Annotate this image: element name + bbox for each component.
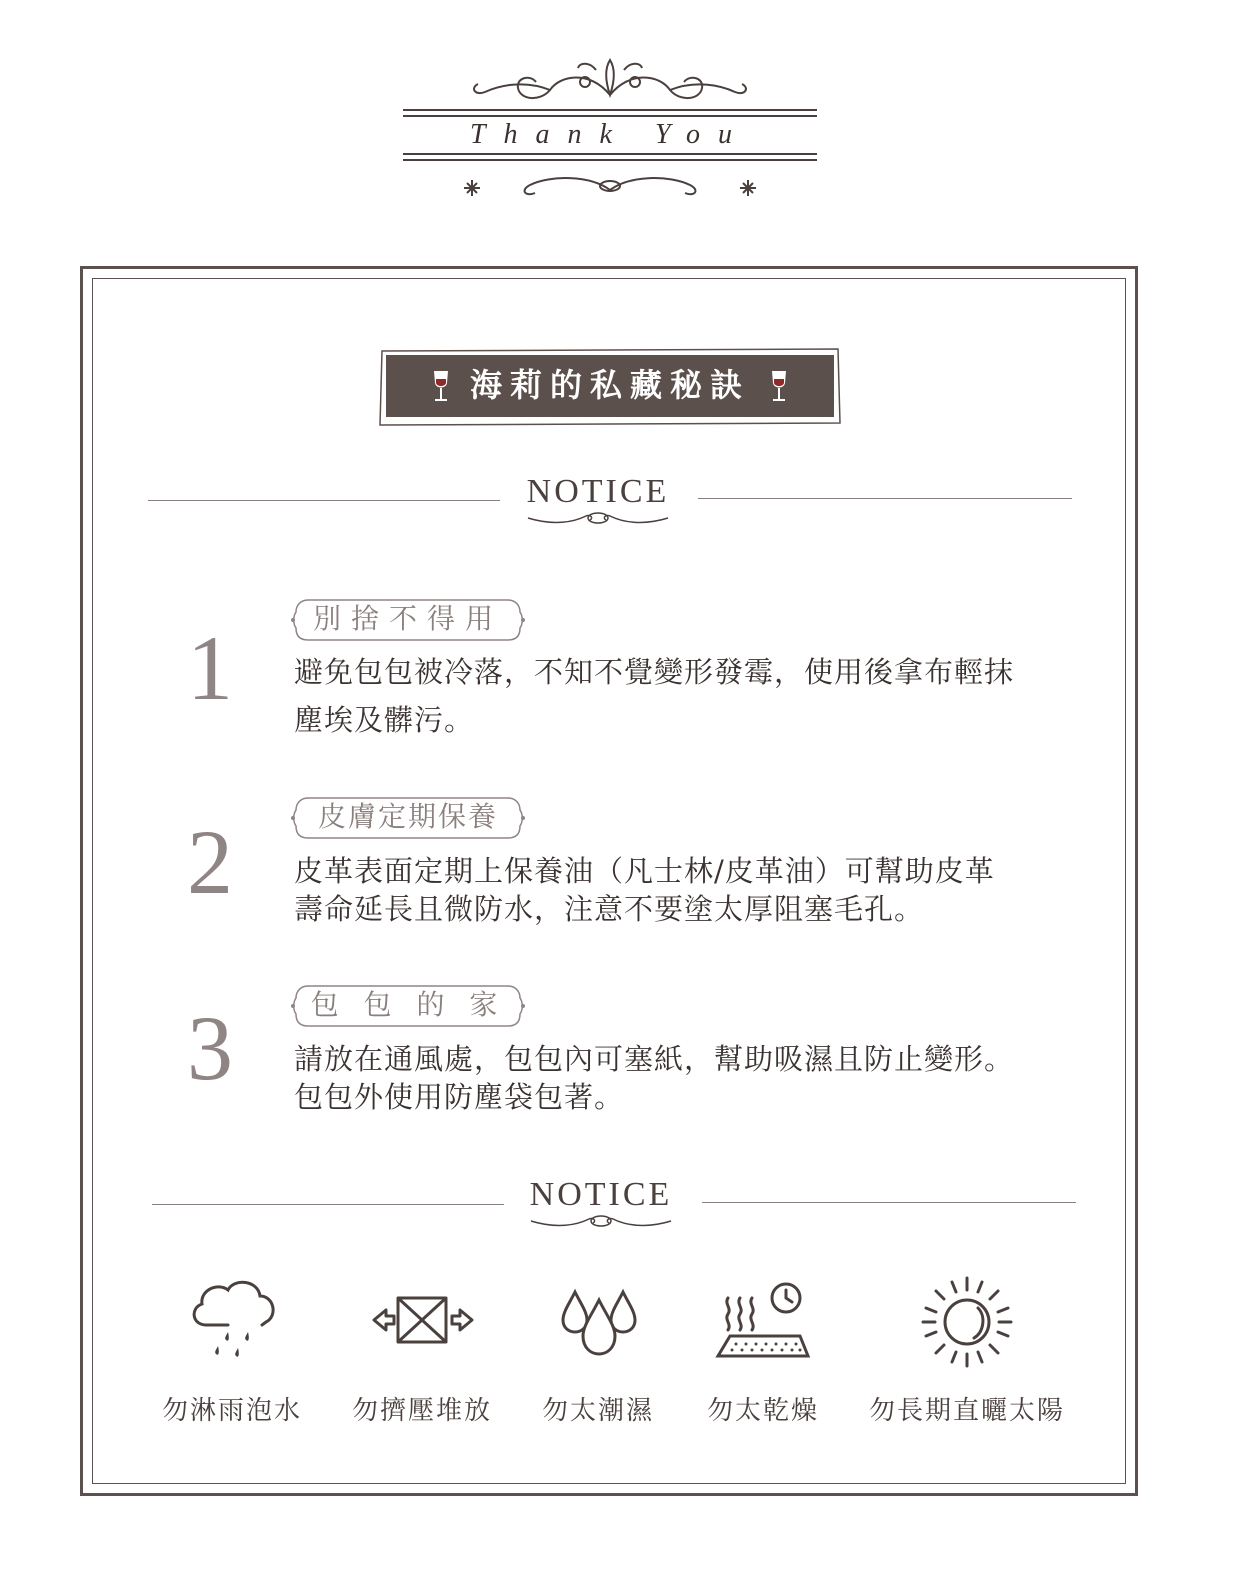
rain-cloud-icon (178, 1270, 288, 1370)
warning-label: 勿淋雨泡水 (161, 1396, 302, 1426)
tip-heading: 包 包 的 家 (310, 988, 506, 1021)
tip-line: 塵埃及髒污。 (294, 703, 475, 737)
warning-label: 勿擠壓堆放 (351, 1396, 492, 1426)
tip-body (294, 648, 1054, 744)
notice-rule-left (152, 1204, 504, 1205)
compress-box-icon (368, 1270, 478, 1370)
tip-body (294, 1040, 1054, 1116)
notice-heading-bottom: NOTICE (529, 1176, 673, 1213)
notice-flourish-icon (524, 508, 672, 530)
heat-timer-icon (710, 1270, 820, 1370)
tip-heading: 別捨不得用 (312, 602, 503, 635)
notice-rule-right (698, 498, 1072, 499)
warning-label: 勿太潮濕 (541, 1396, 654, 1426)
tip-number: 1 (187, 617, 233, 719)
tip-heading: 皮膚定期保養 (317, 800, 498, 833)
warning-label: 勿長期直曬太陽 (868, 1396, 1065, 1426)
sun-icon (912, 1270, 1022, 1370)
water-drops-icon (545, 1270, 655, 1370)
page-title: 海莉的私藏秘訣 (469, 366, 750, 404)
tip-number: 3 (187, 997, 233, 1099)
notice-rule-left (148, 500, 500, 501)
tip-line: 避免包包被冷落，不知不覺變形發霉，使用後拿布輕抹 (294, 655, 1015, 689)
notice-rule-right (702, 1202, 1076, 1203)
warning-label: 勿太乾燥 (706, 1396, 819, 1426)
tip-line: 請放在通風處，包包內可塞紙，幫助吸濕且防止變形。 (294, 1042, 1015, 1076)
notice-heading-top: NOTICE (526, 473, 670, 510)
tip-line: 皮革表面定期上保養油（凡士林/皮革油）可幫助皮革 (294, 854, 995, 888)
tip-line: 壽命延長且微防水，注意不要塗太厚阻塞毛孔。 (294, 892, 925, 926)
thank-you-text: Thank You (469, 119, 750, 150)
tip-body (294, 852, 1054, 928)
notice-flourish-icon (527, 1211, 675, 1233)
tip-number: 2 (187, 811, 233, 913)
tip-line: 包包外使用防塵袋包著。 (294, 1080, 625, 1114)
